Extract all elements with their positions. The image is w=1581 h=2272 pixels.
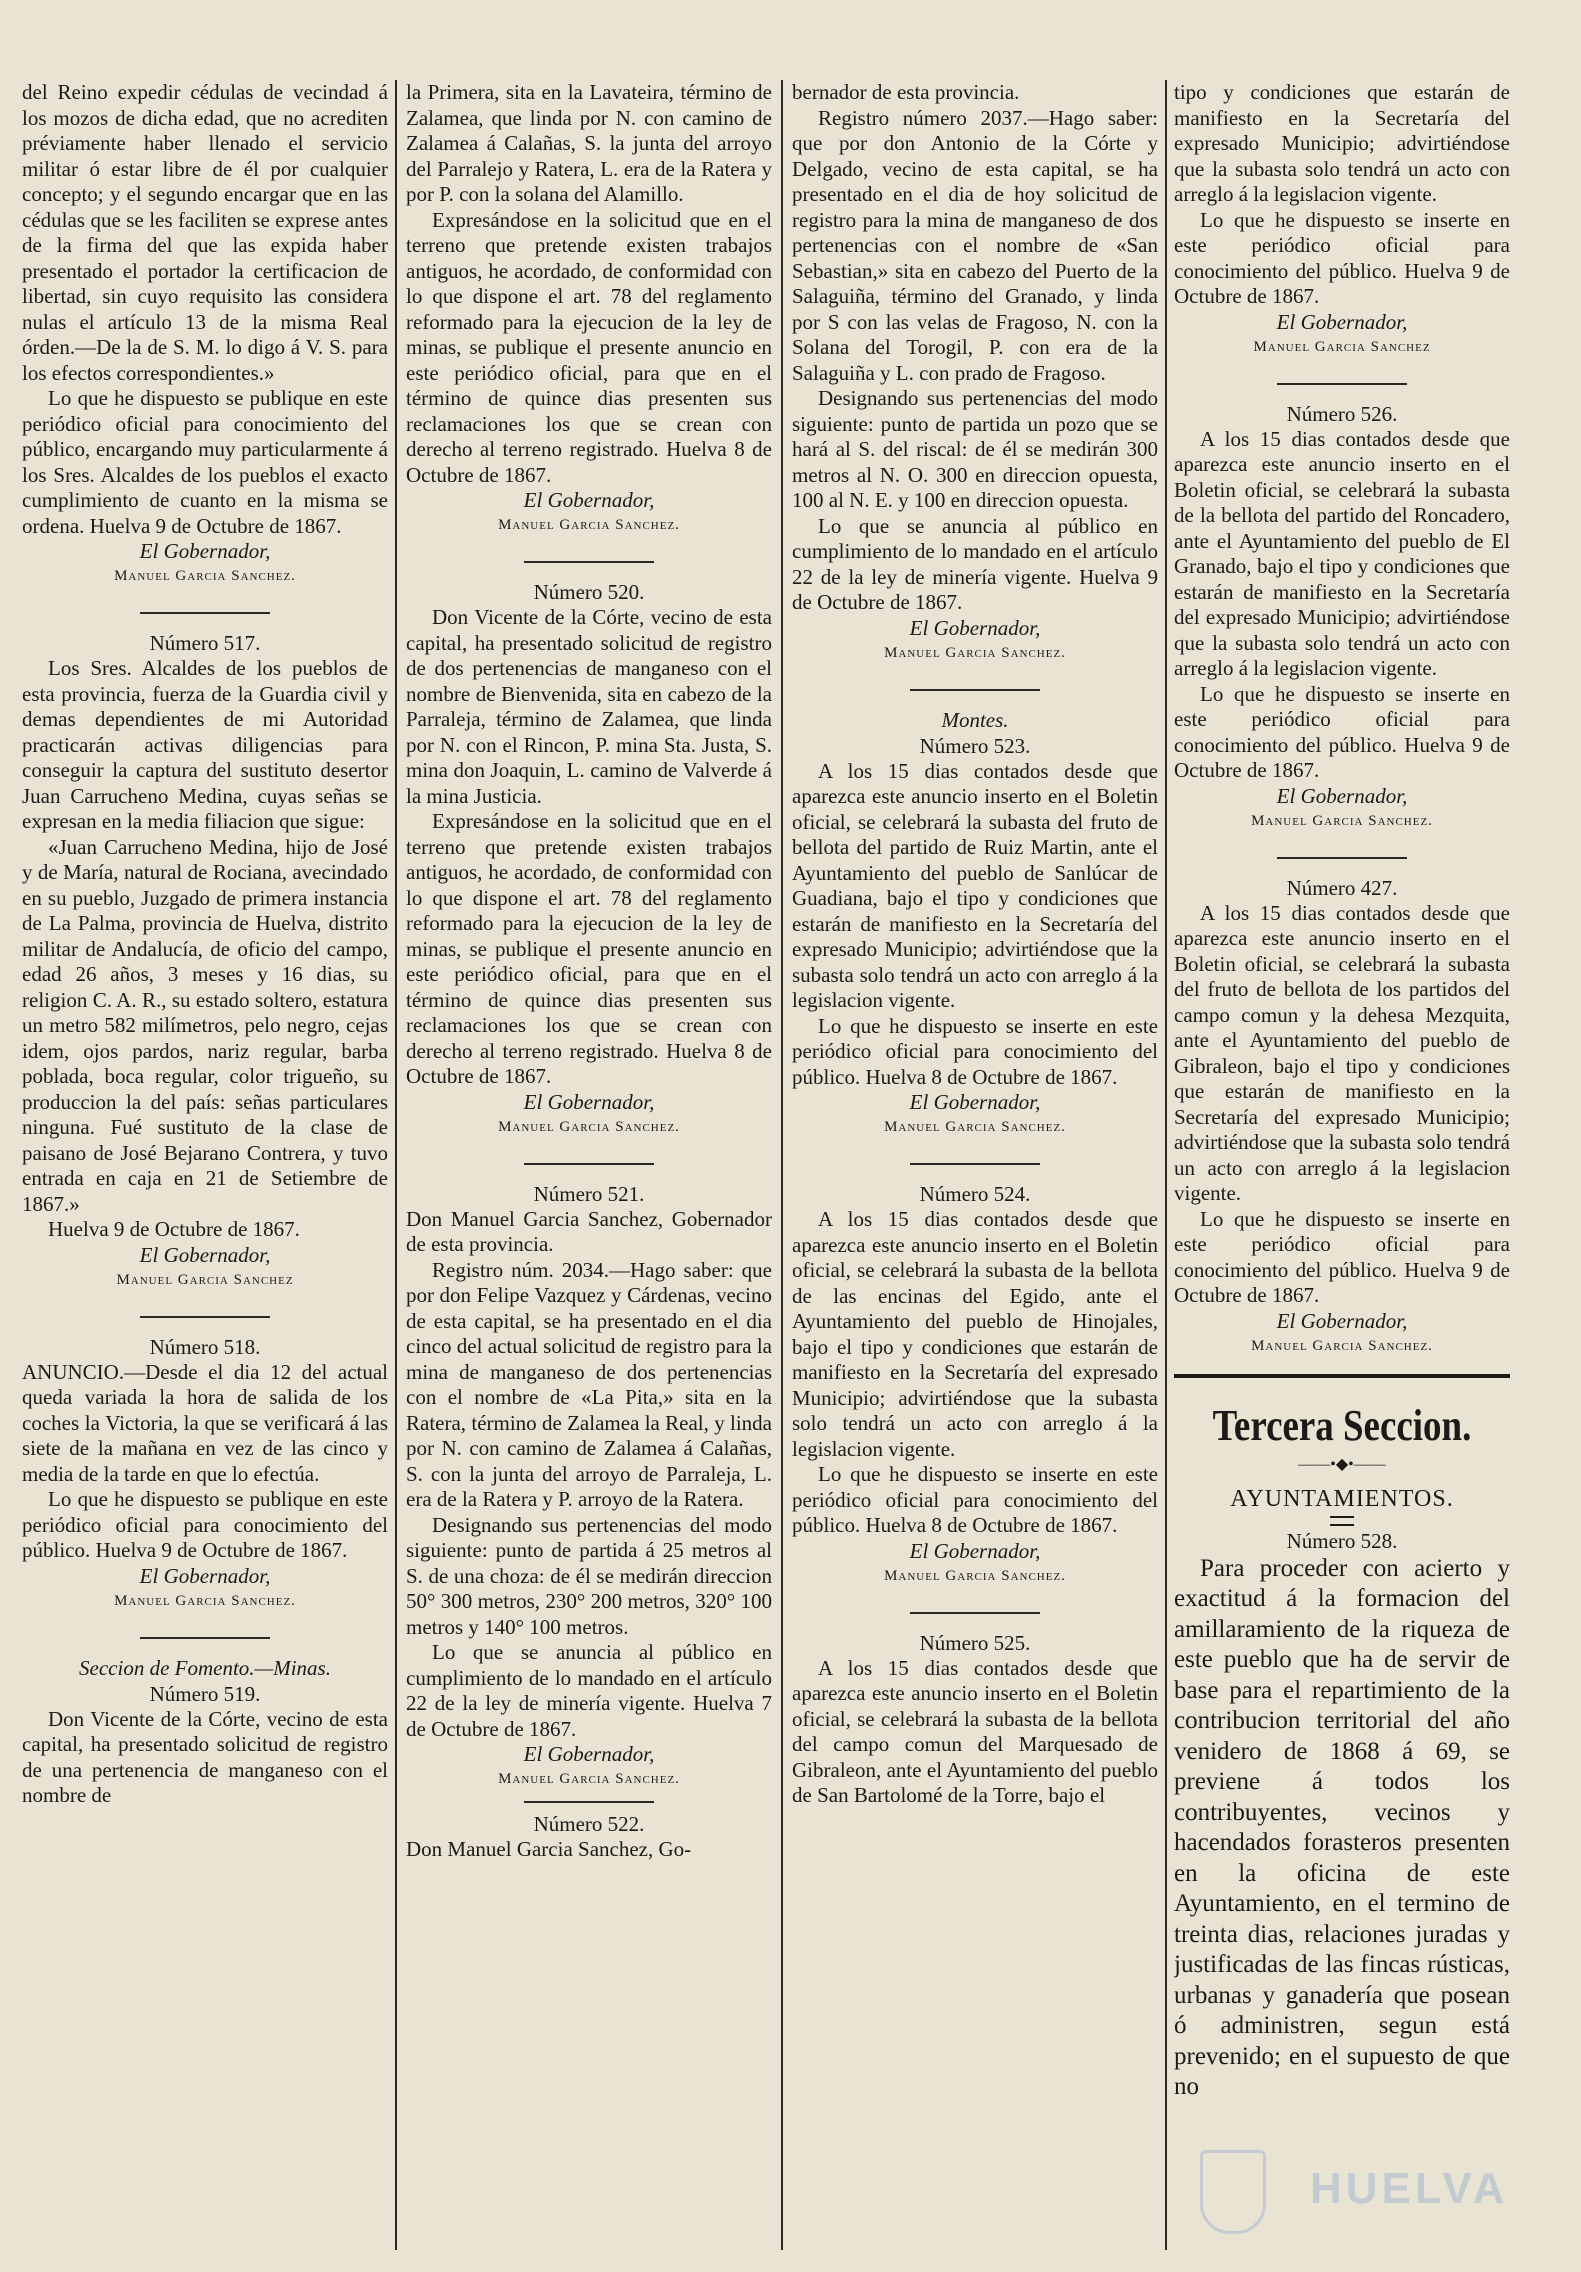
column-3 [792,80,1158,2250]
signature-name: Manuel Garcia Sanchez. [498,517,680,533]
notice-number: Número 427. [1286,875,1398,900]
signature-name: Manuel Garcia Sanchez. [1251,1337,1433,1354]
paragraph: Lo que he dispuesto se inserte en este periódico oficial para conocimiento del público. Huelva 9 de Octubre de 1867. [1174,207,1510,308]
paragraph: del Reino expedir cédulas de vecindad á los mozos de dicha edad, que no acrediten préviamente haber llenado el servicio militar ó estar libre de él por cualquier concepto; y el segundo encargar que en las cédulas que se les faciliten se exprese antes de la firma del que las expida haber presentado el portador la certificacion de libertad, sin cuyo requisito las considera nulas el artículo 13 de la misma Real órden.—De la de S. M. lo digo á V. S. para los efectos correspondientes.» [22,80,388,385]
paragraph: A los 15 dias contados desde que aparezca este anuncio inserto en el Boletin oficial, se celebrará la subasta de la bellota del partido del Roncadero, ante el Ayuntamiento del pueblo de El Granado, bajo el tipo y condiciones que estarán de manifiesto en la Secretaría del expresado Municipio; advirtiéndose que la subasta solo tendrá un acto con arreglo á la legislacion vigente. [1174,426,1510,680]
shield-icon [1200,2150,1266,2234]
separator [910,1612,1040,1614]
paragraph: Lo que he dispuesto se inserte en este periódico oficial para conocimiento del público. Huelva 8 de Octubre de 1867. [792,1462,1158,1537]
signature-name: Manuel Garcia Sanchez. [884,1119,1066,1135]
section-rule [1174,1374,1510,1378]
paragraph: Don Vicente de la Córte, vecino de esta capital, ha presentado solicitud de registro de dos pertenencias de manganeso con el nombre de Bienvenida, sita en cabezo de la Parraleja, término de Zalamea, que linda por N. con el Rincon, P. mina Sta. Justa, S. mina don Joaquin, L. camino de Valverde á la mina Justicia. [406,605,772,808]
notice-number: Número 521. [533,1181,645,1206]
section-heading: Montes. [941,707,1009,732]
paragraph: Lo que se anuncia al público en cumplimiento de lo mandado en el artículo 22 de la ley de minería vigente. Huelva 7 de Octubre de 1867. [406,1640,772,1741]
separator [910,689,1040,691]
separator [910,1163,1040,1165]
paragraph: Don Manuel Garcia Sanchez, Gobernador de esta provincia. [406,1206,772,1256]
paragraph: Lo que he dispuesto se publique en este periódico oficial para conocimiento del público. Huelva 9 de Octubre de 1867. [22,1487,388,1562]
signature-title: El Gobernador, [909,1538,1041,1563]
paragraph: Expresándose en la solicitud que en el terreno que pretende existen trabajos antiguos, he acordado, de conformidad con lo que dispone el art. 78 del reglamento reformado para la ejecucion de la ley de minas, se publique el presente anuncio en este periódico oficial, para que en el término de quince dias presenten sus reclamaciones los que se crean con derecho al terreno registrado. Huelva 8 de Octubre de 1867. [406,809,772,1088]
newspaper-page [22,80,1510,2250]
notice-number: Número 519. [149,1681,261,1706]
column-1 [22,80,388,2250]
paragraph: Expresándose en la solicitud que en el terreno que pretende existen trabajos antiguos, he acordado, de conformidad con lo que dispone el art. 78 del reglamento reformado para la ejecucion de la ley de minas, se publique el presente anuncio en este periódico oficial, para que en el término de quince dias presenten sus reclamaciones los que se crean con derecho al terreno registrado. Huelva 8 de Octubre de 1867. [406,207,772,487]
separator [1277,383,1407,385]
signature-name: Manuel Garcia Sanchez. [114,568,296,584]
signature-title: El Gobernador, [1276,783,1408,808]
ornament: ——•◆•—— [1298,1455,1386,1473]
column-rule [781,80,783,2250]
separator [524,1163,654,1165]
separator [140,612,270,614]
separator [524,561,654,563]
signature-title: El Gobernador, [523,488,655,512]
signature-name: Manuel Garcia Sanchez [116,1271,294,1288]
paragraph: A los 15 dias contados desde que aparezca este anuncio inserto en el Boletin oficial, se celebrará la subasta de la bellota del campo comun del Marquesado de Gibraleon, ante el Ayuntamiento del pueblo de San Bartolomé de la Torre, bajo el [792,1655,1158,1807]
paragraph: Para proceder con acierto y exactitud á la formacion del amillaramiento de la riqueza de este pueblo que ha de servir de base para el repartimiento de la contribucion territorial del año venidero de 1868 á 69, se previene á todos los contribuyentes, vecinos y hacendados forasteros presenten en la oficina de este Ayuntamiento, en el termino de treinta dias, relaciones juradas y justificadas de las fincas rústicas, urbanas y ganadería que posean ó administren, segun está prevenido; en el supuesto de que no [1174,1554,1510,2100]
separator [140,1637,270,1639]
signature-title: El Gobernador, [139,1242,271,1267]
column-4 [1174,80,1510,2250]
paragraph: Designando sus pertenencias del modo siguiente: punto de partida un pozo que se hará al S. del riscal: de él se medirán 300 metros al N. O. 300 en direccion opuesta, 100 al N. E. y 100 en direccion opuesta. [792,386,1158,512]
notice-number: Número 522. [533,1812,645,1836]
column-2 [406,80,772,2250]
separator [1277,857,1407,859]
paragraph: Lo que he dispuesto se inserte en este periódico oficial para conocimiento del público. Huelva 9 de Octubre de 1867. [1174,681,1510,782]
signature-name: Manuel Garcia Sanchez. [498,1771,680,1787]
paragraph: A los 15 dias contados desde que aparezca este anuncio inserto en el Boletin oficial, se celebrará la subasta del fruto de bellota del partido de Ruiz Martin, ante el Ayuntamiento del pueblo de Sanlúcar de Guadiana, bajo el tipo y condiciones que estarán de manifiesto en la Secretaría del expresado Municipio; advirtiéndose que la subasta solo tendrá un acto con arreglo á la legislacion vigente. [792,758,1158,1012]
separator [524,1801,654,1803]
notice-number: Número 526. [1286,401,1398,426]
date-line: Huelva 9 de Octubre de 1867. [48,1217,300,1241]
signature-name: Manuel Garcia Sanchez. [884,644,1066,661]
notice-number: Número 520. [533,580,645,604]
paragraph: tipo y condiciones que estarán de manifiesto en la Secretaría del expresado Municipio; advirtiéndose que la subasta solo tendrá un acto con arreglo á la legislacion vigente. [1174,80,1510,206]
paragraph: Registro número 2037.—Hago saber: que por don Antonio de la Córte y Delgado, vecino de esta capital, se ha presentado en el dia de hoy solicitud de registro para la mina de manganeso de dos pertenencias con el nombre de «San Sebastian,» sita en cabezo del Puerto de la Salaguiña, término del Granado, y linda por S con las velas de Fragoso, N. con la Solana del Torogil, P. con era de la Salaguiña y L. con prado de Fragoso. [792,105,1158,385]
double-rule [1330,1516,1354,1526]
notice-number: Número 523. [919,733,1031,758]
paragraph: Designando sus pertenencias del modo siguiente: punto de partida á 25 metros al S. de una choza: de él se medirán direccion 50° 300 metros, 230° 200 metros, 320° 100 metros y 140° 100 metros. [406,1512,772,1639]
paragraph: Los Sres. Alcaldes de los pueblos de esta provincia, fuerza de la Guardia civil y demas dependientes de mi Autoridad practicarán activas diligencias para conseguir la captura del sustituto desertor Juan Carrucheno Medina, cuyas señas se expresan en la media filiacion que sigue: [22,656,388,833]
notice-number: Número 518. [149,1334,261,1359]
column-rule [1165,80,1167,2250]
column-rule [395,80,397,2250]
paragraph: ANUNCIO.—Desde el dia 12 del actual queda variada la hora de salida de los coches la Victoria, la que se verificará á las siete de la mañana en vez de las cinco y media de la tarde en que lo efectúa. [22,1359,388,1486]
paragraph: Don Vicente de la Córte, vecino de esta capital, ha presentado solicitud de registro de una pertenencia de manganeso con el nombre de [22,1706,388,1807]
signature-name: Manuel Garcia Sanchez [1253,338,1431,355]
signature-title: El Gobernador, [523,1742,655,1766]
section-heading: Seccion de Fomento.—Minas. [79,1655,331,1680]
signature-title: El Gobernador, [909,1090,1041,1114]
notice-number: Número 528. [1286,1528,1398,1553]
separator [140,1316,270,1318]
paragraph: Registro núm. 2034.—Hago saber: que por don Felipe Vazquez y Cárdenas, vecino de esta capital, se ha presentado en el dia cinco del actual solicitud de registro para la mina de manganeso de dos pertenencias con el nombre de «La Pita,» sita en la Ratera, término de Zalamea la Real, y linda por N. con camino de Zalamea á Calañas, S. con la junta del arroyo de Parraleja, L. era de la Ratera y P. arroyo de la Ratera. [406,1257,772,1511]
notice-number: Número 525. [919,1630,1031,1655]
paragraph: «Juan Carrucheno Medina, hijo de José y de María, natural de Rociana, avecindado en su pueblo, Juzgado de primera instancia de La Palma, provincia de Huelva, distrito militar de Andalucía, de oficio del campo, edad 26 años, 3 meses y 16 dias, su religion C. A. R., su estado soltero, estatura un metro 582 milímetros, pelo negro, cejas idem, ojos pardos, nariz regular, barba poblada, boca regular, color trigueño, su produccion la del país: señas particulares ninguna. Fué sustituto de la clase de paisano de José Bejarano Contrera, y tuvo entrada en caja en 21 de Setiembre de 1867.» [22,834,388,1216]
paragraph: A los 15 dias contados desde que aparezca este anuncio inserto en el Boletin oficial, se celebrará la subasta de la bellota de las encinas del Egido, ante el Ayuntamiento del pueblo de Hinojales, bajo el tipo y condiciones que estarán de manifiesto en la Secretaría del expresado Municipio; advirtiéndose que la subasta solo tendrá un acto con arreglo á la legislacion vigente. [792,1207,1158,1461]
notice-number: Número 517. [149,631,261,655]
signature-name: Manuel Garcia Sanchez. [884,1567,1066,1584]
watermark-text: HUELVA [1310,2164,1509,2213]
paragraph: A los 15 dias contados desde que aparezca este anuncio inserto en el Boletin oficial, se celebrará la subasta del fruto de bellota de los partidos del campo comun y la dehesa Mezquita, ante el Ayuntamiento del pueblo de Gibraleon, bajo el tipo y condiciones que estarán de manifiesto en la Secretaría del expresado Municipio; advirtiéndose que la subasta solo tendrá un acto con arreglo á la legislacion vigente. [1174,900,1510,1205]
signature-name: Manuel Garcia Sanchez. [114,1592,296,1609]
notice-number: Número 524. [919,1182,1031,1206]
paragraph: Lo que se anuncia al público en cumplimiento de lo mandado en el artículo 22 de la ley de minería vigente. Huelva 9 de Octubre de 1867. [792,513,1158,614]
signature-title: El Gobernador, [909,615,1041,640]
paragraph: la Primera, sita en la Lavateira, término de Zalamea, que linda por N. con camino de Zalamea á Calañas, S. la junta del arroyo del Parralejo y Ratera, L. era de la Ratera y por P. con la solana del Alamillo. [406,80,772,206]
signature-title: El Gobernador, [1276,309,1408,334]
signature-title: El Gobernador, [139,539,271,563]
paragraph: Lo que he dispuesto se inserte en este periódico oficial para conocimiento del público. Huelva 9 de Octubre de 1867. [1174,1206,1510,1307]
paragraph: bernador de esta provincia. [792,80,1020,104]
signature-name: Manuel Garcia Sanchez. [1251,812,1433,829]
signature-name: Manuel Garcia Sanchez. [498,1118,680,1135]
section-title: Tercera Seccion. [1212,1400,1472,1450]
paragraph: Lo que he dispuesto se publique en este periódico oficial para conocimiento del público, encargando muy particularmente á los Sres. Alcaldes de los pueblos el exacto cumplimiento de cuanto en la misma se ordena. Huelva 9 de Octubre de 1867. [22,386,388,538]
signature-title: El Gobernador, [139,1563,271,1588]
paragraph: Lo que he dispuesto se inserte en este periódico oficial para conocimiento del público. Huelva 8 de Octubre de 1867. [792,1013,1158,1089]
paragraph: Don Manuel Garcia Sanchez, Go- [406,1837,692,1861]
archive-watermark [1200,2140,1509,2240]
section-subtitle: AYUNTAMIENTOS. [1230,1485,1454,1512]
signature-title: El Gobernador, [523,1089,655,1114]
signature-title: El Gobernador, [1276,1308,1408,1333]
